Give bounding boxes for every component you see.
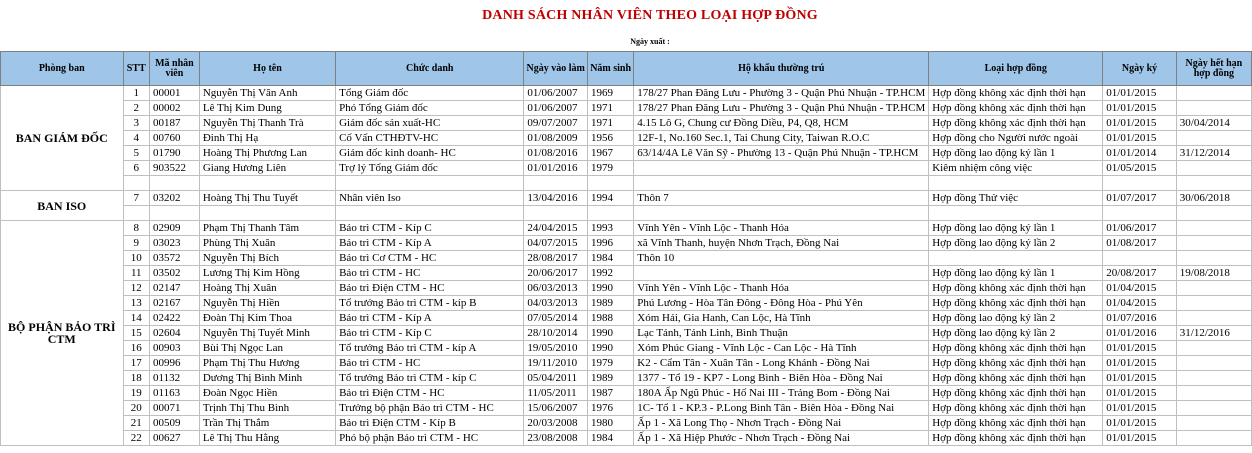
- sign-date-cell[interactable]: [1103, 251, 1176, 266]
- expiry-date-cell[interactable]: [1176, 281, 1251, 296]
- col-header-title: Chức danh: [336, 52, 524, 86]
- contract-type-cell[interactable]: Hợp đồng không xác định thời hạn: [929, 341, 1103, 356]
- contract-type-cell[interactable]: [929, 251, 1103, 266]
- sign-date-cell[interactable]: 01/01/2015: [1103, 116, 1176, 131]
- col-header-stt: STT: [123, 52, 149, 86]
- table-body: [1, 86, 1252, 446]
- name-cell[interactable]: Nguyễn Thị Tuyết Minh: [199, 326, 335, 341]
- name-cell[interactable]: Đoàn Ngọc Hiền: [199, 386, 335, 401]
- stt-cell[interactable]: 3: [123, 116, 149, 131]
- start-date-cell[interactable]: 04/03/2013: [524, 296, 588, 311]
- expiry-date-cell[interactable]: [1176, 251, 1251, 266]
- job-title-cell[interactable]: Tổ trưởng Bảo trì CTM - kíp C: [336, 371, 524, 386]
- table-row[interactable]: [1, 221, 1252, 236]
- stt-cell[interactable]: 11: [123, 266, 149, 281]
- name-cell[interactable]: Hoàng Thị Xuân: [199, 281, 335, 296]
- employee-id-cell[interactable]: 903522: [149, 161, 199, 176]
- name-cell[interactable]: Phạm Thị Thu Hương: [199, 356, 335, 371]
- name-cell[interactable]: [199, 176, 335, 191]
- job-title-cell[interactable]: Bảo trì Điện CTM - Kíp B: [336, 416, 524, 431]
- name-cell[interactable]: Lê Thị Kim Dung: [199, 101, 335, 116]
- start-date-cell[interactable]: 01/01/2016: [524, 161, 588, 176]
- table-row[interactable]: [1, 116, 1252, 131]
- col-header-dept: Phòng ban: [1, 52, 124, 86]
- contract-type-cell[interactable]: Hợp đồng lao động ký lần 1: [929, 146, 1103, 161]
- stt-cell[interactable]: [123, 206, 149, 221]
- start-date-cell[interactable]: 15/06/2007: [524, 401, 588, 416]
- job-title-cell[interactable]: Phó bộ phận Bảo trì CTM - HC: [336, 431, 524, 446]
- employee-id-cell[interactable]: 01163: [149, 386, 199, 401]
- birth-year-cell[interactable]: 1976: [588, 401, 634, 416]
- expiry-date-cell[interactable]: [1176, 161, 1251, 176]
- name-cell[interactable]: Nguyễn Thị Vân Anh: [199, 86, 335, 101]
- col-header-sign-date: Ngày ký: [1103, 52, 1176, 86]
- birth-year-cell[interactable]: 1996: [588, 236, 634, 251]
- job-title-cell[interactable]: Bảo trì CTM - HC: [336, 356, 524, 371]
- birth-year-cell[interactable]: 1989: [588, 296, 634, 311]
- sign-date-cell[interactable]: [1103, 176, 1176, 191]
- start-date-cell[interactable]: 07/05/2014: [524, 311, 588, 326]
- sign-date-cell[interactable]: 01/07/2016: [1103, 311, 1176, 326]
- contract-type-cell[interactable]: Hợp đồng không xác định thời hạn: [929, 401, 1103, 416]
- table-row[interactable]: [1, 236, 1252, 251]
- expiry-date-cell[interactable]: [1176, 371, 1251, 386]
- job-title-cell[interactable]: Tổ trưởng Bảo trì CTM - kíp B: [336, 296, 524, 311]
- address-cell[interactable]: Xóm Hải, Gia Hanh, Can Lộc, Hà Tĩnh: [634, 311, 929, 326]
- sign-date-cell[interactable]: 01/01/2015: [1103, 131, 1176, 146]
- address-cell[interactable]: Thôn 10: [634, 251, 929, 266]
- birth-year-cell[interactable]: 1994: [588, 191, 634, 206]
- table-row[interactable]: [1, 326, 1252, 341]
- sign-date-cell[interactable]: 01/01/2015: [1103, 401, 1176, 416]
- name-cell[interactable]: Phạm Thị Thanh Tâm: [199, 221, 335, 236]
- address-cell[interactable]: 180A Ấp Ngũ Phúc - Hố Nai III - Trảng Bom - Đồng Nai: [634, 386, 929, 401]
- name-cell[interactable]: Nguyễn Thị Thanh Trà: [199, 116, 335, 131]
- table-row[interactable]: [1, 386, 1252, 401]
- job-title-cell[interactable]: Bảo trì CTM - HC: [336, 266, 524, 281]
- header-row: [1, 52, 1252, 86]
- expiry-date-cell[interactable]: [1176, 101, 1251, 116]
- start-date-cell[interactable]: 24/04/2015: [524, 221, 588, 236]
- stt-cell[interactable]: 12: [123, 281, 149, 296]
- name-cell[interactable]: Dương Thị Bình Minh: [199, 371, 335, 386]
- job-title-cell[interactable]: Giám đốc sản xuất-HC: [336, 116, 524, 131]
- address-cell[interactable]: Vĩnh Yên - Vĩnh Lộc - Thanh Hóa: [634, 221, 929, 236]
- contract-type-cell[interactable]: Hợp đồng không xác định thời hạn: [929, 356, 1103, 371]
- stt-cell[interactable]: 8: [123, 221, 149, 236]
- job-title-cell[interactable]: Tổng Giám đốc: [336, 86, 524, 101]
- dept-cell[interactable]: BAN GIÁM ĐỐC: [1, 86, 124, 191]
- sign-date-cell[interactable]: 01/01/2015: [1103, 86, 1176, 101]
- birth-year-cell[interactable]: 1989: [588, 371, 634, 386]
- start-date-cell[interactable]: 01/08/2009: [524, 131, 588, 146]
- table-row[interactable]: [1, 401, 1252, 416]
- start-date-cell[interactable]: 20/03/2008: [524, 416, 588, 431]
- employee-id-cell[interactable]: 00996: [149, 356, 199, 371]
- job-title-cell[interactable]: [336, 176, 524, 191]
- employee-id-cell[interactable]: 00760: [149, 131, 199, 146]
- table-row[interactable]: [1, 251, 1252, 266]
- expiry-date-cell[interactable]: [1176, 416, 1251, 431]
- employee-id-cell[interactable]: 03023: [149, 236, 199, 251]
- name-cell[interactable]: Trịnh Thị Thu Bình: [199, 401, 335, 416]
- expiry-date-cell[interactable]: 31/12/2016: [1176, 326, 1251, 341]
- employee-id-cell[interactable]: 00002: [149, 101, 199, 116]
- employee-id-cell[interactable]: 00001: [149, 86, 199, 101]
- sign-date-cell[interactable]: 01/07/2017: [1103, 191, 1176, 206]
- table-row[interactable]: [1, 431, 1252, 446]
- address-cell[interactable]: [634, 161, 929, 176]
- contract-type-cell[interactable]: [929, 206, 1103, 221]
- sign-date-cell[interactable]: 01/01/2015: [1103, 101, 1176, 116]
- contract-type-cell[interactable]: Hợp đồng không xác định thời hạn: [929, 86, 1103, 101]
- start-date-cell[interactable]: 01/08/2016: [524, 146, 588, 161]
- birth-year-cell[interactable]: 1980: [588, 416, 634, 431]
- contract-type-cell[interactable]: Hợp đồng không xác định thời hạn: [929, 416, 1103, 431]
- birth-year-cell[interactable]: 1988: [588, 311, 634, 326]
- employee-id-cell[interactable]: [149, 176, 199, 191]
- sign-date-cell[interactable]: 01/01/2015: [1103, 431, 1176, 446]
- address-cell[interactable]: Vĩnh Yên - Vĩnh Lộc - Thanh Hóa: [634, 281, 929, 296]
- job-title-cell[interactable]: Giám đốc kinh doanh- HC: [336, 146, 524, 161]
- expiry-date-cell[interactable]: [1176, 86, 1251, 101]
- stt-cell[interactable]: 10: [123, 251, 149, 266]
- birth-year-cell[interactable]: 1969: [588, 86, 634, 101]
- start-date-cell[interactable]: 01/06/2007: [524, 86, 588, 101]
- sign-date-cell[interactable]: 01/01/2016: [1103, 326, 1176, 341]
- contract-type-cell[interactable]: Hợp đồng không xác định thời hạn: [929, 116, 1103, 131]
- stt-cell[interactable]: 4: [123, 131, 149, 146]
- expiry-date-cell[interactable]: 30/06/2018: [1176, 191, 1251, 206]
- birth-year-cell[interactable]: 1992: [588, 266, 634, 281]
- job-title-cell[interactable]: Bảo trì Điện CTM - HC: [336, 386, 524, 401]
- expiry-date-cell[interactable]: [1176, 236, 1251, 251]
- sign-date-cell[interactable]: 01/04/2015: [1103, 281, 1176, 296]
- col-header-expiry-date: Ngày hết hạn hợp đồng: [1176, 52, 1251, 86]
- stt-cell[interactable]: 16: [123, 341, 149, 356]
- start-date-cell[interactable]: 11/05/2011: [524, 386, 588, 401]
- expiry-date-cell[interactable]: [1176, 296, 1251, 311]
- contract-type-cell[interactable]: Hợp đồng không xác định thời hạn: [929, 101, 1103, 116]
- birth-year-cell[interactable]: 1987: [588, 386, 634, 401]
- table-row[interactable]: [1, 161, 1252, 176]
- sign-date-cell[interactable]: 01/01/2015: [1103, 371, 1176, 386]
- address-cell[interactable]: [634, 176, 929, 191]
- table-row[interactable]: [1, 416, 1252, 431]
- contract-type-cell[interactable]: Hợp đồng lao động ký lần 1: [929, 266, 1103, 281]
- birth-year-cell[interactable]: 1984: [588, 431, 634, 446]
- sign-date-cell[interactable]: [1103, 206, 1176, 221]
- birth-year-cell[interactable]: [588, 176, 634, 191]
- name-cell[interactable]: Trần Thị Thắm: [199, 416, 335, 431]
- address-cell[interactable]: [634, 206, 929, 221]
- employee-id-cell[interactable]: 02909: [149, 221, 199, 236]
- table-row[interactable]: [1, 206, 1252, 221]
- expiry-date-cell[interactable]: [1176, 356, 1251, 371]
- contract-type-cell[interactable]: Hợp đồng không xác định thời hạn: [929, 386, 1103, 401]
- name-cell[interactable]: Đoàn Thị Kim Thoa: [199, 311, 335, 326]
- expiry-date-cell[interactable]: 30/04/2014: [1176, 116, 1251, 131]
- sign-date-cell[interactable]: 01/04/2015: [1103, 296, 1176, 311]
- col-header-birth-year: Năm sinh: [588, 52, 634, 86]
- birth-year-cell[interactable]: 1971: [588, 101, 634, 116]
- sign-date-cell[interactable]: 01/01/2015: [1103, 416, 1176, 431]
- name-cell[interactable]: Lương Thị Kim Hồng: [199, 266, 335, 281]
- birth-year-cell[interactable]: 1956: [588, 131, 634, 146]
- dept-cell[interactable]: BỘ PHẬN BẢO TRÌ CTM: [1, 221, 124, 446]
- start-date-cell[interactable]: 05/04/2011: [524, 371, 588, 386]
- table-row[interactable]: [1, 86, 1252, 101]
- stt-cell[interactable]: 1: [123, 86, 149, 101]
- contract-type-cell[interactable]: Hợp đồng không xác định thời hạn: [929, 296, 1103, 311]
- address-cell[interactable]: Thôn 7: [634, 191, 929, 206]
- sign-date-cell[interactable]: 01/01/2015: [1103, 341, 1176, 356]
- stt-cell[interactable]: 15: [123, 326, 149, 341]
- expiry-date-cell[interactable]: 31/12/2014: [1176, 146, 1251, 161]
- start-date-cell[interactable]: 01/06/2007: [524, 101, 588, 116]
- employee-id-cell[interactable]: 01790: [149, 146, 199, 161]
- address-cell[interactable]: 4.15 Lô G, Chung cư Đồng Diều, P4, Q8, HCM: [634, 116, 929, 131]
- birth-year-cell[interactable]: 1990: [588, 341, 634, 356]
- contract-type-cell[interactable]: Hợp đồng lao động ký lần 1: [929, 221, 1103, 236]
- job-title-cell[interactable]: Bảo trì Điện CTM - HC: [336, 281, 524, 296]
- dept-cell[interactable]: BAN ISO: [1, 191, 124, 221]
- name-cell[interactable]: Bùi Thị Ngọc Lan: [199, 341, 335, 356]
- start-date-cell[interactable]: 23/08/2008: [524, 431, 588, 446]
- contract-type-cell[interactable]: Hợp đồng Thử việc: [929, 191, 1103, 206]
- address-cell[interactable]: Xóm Phúc Giang - Vĩnh Lộc - Can Lộc - Hà Tĩnh: [634, 341, 929, 356]
- employee-id-cell[interactable]: 00071: [149, 401, 199, 416]
- expiry-date-cell[interactable]: [1176, 431, 1251, 446]
- address-cell[interactable]: Ấp 1 - Xã Hiệp Phước - Nhơn Trạch - Đồng Nai: [634, 431, 929, 446]
- birth-year-cell[interactable]: 1967: [588, 146, 634, 161]
- stt-cell[interactable]: 9: [123, 236, 149, 251]
- employee-id-cell[interactable]: 00509: [149, 416, 199, 431]
- report-title: DANH SÁCH NHÂN VIÊN THEO LOẠI HỢP ĐỒNG: [482, 8, 818, 23]
- table-row[interactable]: [1, 341, 1252, 356]
- employee-id-cell[interactable]: 02422: [149, 311, 199, 326]
- address-cell[interactable]: 12F-1, No.160 Sec.1, Tai Chung City, Taiwan R.O.C: [634, 131, 929, 146]
- col-header-contract-type: Loại hợp đồng: [929, 52, 1103, 86]
- job-title-cell[interactable]: Bảo trì CTM - Kíp A: [336, 236, 524, 251]
- stt-cell[interactable]: 20: [123, 401, 149, 416]
- stt-cell[interactable]: 2: [123, 101, 149, 116]
- contract-type-cell[interactable]: Kiêm nhiệm công việc: [929, 161, 1103, 176]
- stt-cell[interactable]: [123, 176, 149, 191]
- start-date-cell[interactable]: 13/04/2016: [524, 191, 588, 206]
- employee-id-cell[interactable]: 03202: [149, 191, 199, 206]
- sign-date-cell[interactable]: 01/06/2017: [1103, 221, 1176, 236]
- address-cell[interactable]: Lạc Tánh, Tánh Linh, Bình Thuận: [634, 326, 929, 341]
- name-cell[interactable]: Đinh Thị Hạ: [199, 131, 335, 146]
- birth-year-cell[interactable]: 1979: [588, 356, 634, 371]
- stt-cell[interactable]: 14: [123, 311, 149, 326]
- contract-type-cell[interactable]: Hợp đồng lao động ký lần 2: [929, 311, 1103, 326]
- table-row[interactable]: [1, 356, 1252, 371]
- job-title-cell[interactable]: Bảo trì Cơ CTM - HC: [336, 251, 524, 266]
- address-cell[interactable]: Phú Lương - Hòa Tân Đông - Đông Hòa - Phú Yên: [634, 296, 929, 311]
- expiry-date-cell[interactable]: [1176, 131, 1251, 146]
- start-date-cell[interactable]: [524, 206, 588, 221]
- expiry-date-cell[interactable]: 19/08/2018: [1176, 266, 1251, 281]
- job-title-cell[interactable]: Bảo trì CTM - Kíp C: [336, 221, 524, 236]
- expiry-date-cell[interactable]: [1176, 386, 1251, 401]
- address-cell[interactable]: 1377 - Tổ 19 - KP7 - Long Bình - Biên Hòa - Đồng Nai: [634, 371, 929, 386]
- expiry-date-cell[interactable]: [1176, 206, 1251, 221]
- table-row[interactable]: [1, 101, 1252, 116]
- stt-cell[interactable]: 22: [123, 431, 149, 446]
- employee-id-cell[interactable]: 00903: [149, 341, 199, 356]
- birth-year-cell[interactable]: 1990: [588, 326, 634, 341]
- job-title-cell[interactable]: Bảo trì CTM - Kíp A: [336, 311, 524, 326]
- name-cell[interactable]: Giang Hương Liên: [199, 161, 335, 176]
- expiry-date-cell[interactable]: [1176, 311, 1251, 326]
- export-date-label: Ngày xuất :: [630, 37, 670, 46]
- job-title-cell[interactable]: Trưởng bộ phận Bảo trì CTM - HC: [336, 401, 524, 416]
- contract-type-cell[interactable]: Hợp đồng không xác định thời hạn: [929, 371, 1103, 386]
- stt-cell[interactable]: 19: [123, 386, 149, 401]
- name-cell[interactable]: Hoàng Thị Phương Lan: [199, 146, 335, 161]
- start-date-cell[interactable]: 19/05/2010: [524, 341, 588, 356]
- table-row[interactable]: [1, 131, 1252, 146]
- birth-year-cell[interactable]: [588, 206, 634, 221]
- employee-id-cell[interactable]: 03572: [149, 251, 199, 266]
- job-title-cell[interactable]: Tổ trưởng Bảo trì CTM - kíp A: [336, 341, 524, 356]
- sign-date-cell[interactable]: 01/01/2014: [1103, 146, 1176, 161]
- address-cell[interactable]: 1C- Tổ 1 - KP.3 - P.Long Bình Tân - Biên Hòa - Đồng Nai: [634, 401, 929, 416]
- start-date-cell[interactable]: 28/08/2017: [524, 251, 588, 266]
- table-row[interactable]: [1, 296, 1252, 311]
- name-cell[interactable]: Phùng Thị Xuân: [199, 236, 335, 251]
- expiry-date-cell[interactable]: [1176, 221, 1251, 236]
- stt-cell[interactable]: 7: [123, 191, 149, 206]
- contract-type-cell[interactable]: Hợp đồng không xác định thời hạn: [929, 431, 1103, 446]
- expiry-date-cell[interactable]: [1176, 341, 1251, 356]
- birth-year-cell[interactable]: 1984: [588, 251, 634, 266]
- employee-table-container: [0, 51, 1252, 446]
- employee-id-cell[interactable]: 00627: [149, 431, 199, 446]
- contract-type-cell[interactable]: Hợp đồng không xác định thời hạn: [929, 281, 1103, 296]
- employee-id-cell[interactable]: 02147: [149, 281, 199, 296]
- job-title-cell[interactable]: Cố Vấn CTHĐTV-HC: [336, 131, 524, 146]
- employee-id-cell[interactable]: 02167: [149, 296, 199, 311]
- name-cell[interactable]: Lê Thị Thu Hằng: [199, 431, 335, 446]
- job-title-cell[interactable]: Bảo trì CTM - Kíp C: [336, 326, 524, 341]
- start-date-cell[interactable]: 09/07/2007: [524, 116, 588, 131]
- birth-year-cell[interactable]: 1979: [588, 161, 634, 176]
- start-date-cell[interactable]: 20/06/2017: [524, 266, 588, 281]
- start-date-cell[interactable]: 28/10/2014: [524, 326, 588, 341]
- table-row[interactable]: [1, 176, 1252, 191]
- address-cell[interactable]: xã Vĩnh Thanh, huyện Nhơn Trạch, Đồng Nai: [634, 236, 929, 251]
- table-row[interactable]: [1, 146, 1252, 161]
- name-cell[interactable]: Nguyễn Thị Bích: [199, 251, 335, 266]
- stt-cell[interactable]: 6: [123, 161, 149, 176]
- employee-id-cell[interactable]: 00187: [149, 116, 199, 131]
- address-cell[interactable]: [634, 266, 929, 281]
- sign-date-cell[interactable]: 01/01/2015: [1103, 386, 1176, 401]
- col-header-address: Hộ khẩu thường trú: [634, 52, 929, 86]
- sign-date-cell[interactable]: 01/05/2015: [1103, 161, 1176, 176]
- contract-type-cell[interactable]: [929, 176, 1103, 191]
- birth-year-cell[interactable]: 1990: [588, 281, 634, 296]
- name-cell[interactable]: Hoàng Thị Thu Tuyết: [199, 191, 335, 206]
- birth-year-cell[interactable]: 1971: [588, 116, 634, 131]
- expiry-date-cell[interactable]: [1176, 401, 1251, 416]
- table-row[interactable]: [1, 266, 1252, 281]
- stt-cell[interactable]: 18: [123, 371, 149, 386]
- name-cell[interactable]: Nguyễn Thị Hiền: [199, 296, 335, 311]
- address-cell[interactable]: 63/14/4A Lê Văn Sỹ - Phường 13 - Quận Phú Nhuận - TP.HCM: [634, 146, 929, 161]
- stt-cell[interactable]: 17: [123, 356, 149, 371]
- employee-id-cell[interactable]: 01132: [149, 371, 199, 386]
- job-title-cell[interactable]: Trợ lý Tổng Giám đốc: [336, 161, 524, 176]
- table-row[interactable]: [1, 371, 1252, 386]
- birth-year-cell[interactable]: 1993: [588, 221, 634, 236]
- job-title-cell[interactable]: [336, 206, 524, 221]
- table-row[interactable]: [1, 191, 1252, 206]
- sign-date-cell[interactable]: 20/08/2017: [1103, 266, 1176, 281]
- start-date-cell[interactable]: [524, 176, 588, 191]
- job-title-cell[interactable]: Phó Tổng Giám đốc: [336, 101, 524, 116]
- start-date-cell[interactable]: 04/07/2015: [524, 236, 588, 251]
- stt-cell[interactable]: 5: [123, 146, 149, 161]
- employee-table: [0, 51, 1252, 446]
- sign-date-cell[interactable]: 01/01/2015: [1103, 356, 1176, 371]
- table-row[interactable]: [1, 311, 1252, 326]
- address-cell[interactable]: 178/27 Phan Đăng Lưu - Phường 3 - Quận Phú Nhuận - TP.HCM: [634, 101, 929, 116]
- contract-type-cell[interactable]: Hợp đồng lao động ký lần 2: [929, 326, 1103, 341]
- stt-cell[interactable]: 13: [123, 296, 149, 311]
- address-cell[interactable]: K2 - Cẩm Tân - Xuân Tân - Long Khánh - Đồng Nai: [634, 356, 929, 371]
- start-date-cell[interactable]: 06/03/2013: [524, 281, 588, 296]
- col-header-id: Mã nhân viên: [149, 52, 199, 86]
- expiry-date-cell[interactable]: [1176, 176, 1251, 191]
- col-header-start-date: Ngày vào làm: [524, 52, 588, 86]
- start-date-cell[interactable]: 19/11/2010: [524, 356, 588, 371]
- stt-cell[interactable]: 21: [123, 416, 149, 431]
- employee-id-cell[interactable]: 02604: [149, 326, 199, 341]
- job-title-cell[interactable]: Nhân viên Iso: [336, 191, 524, 206]
- name-cell[interactable]: [199, 206, 335, 221]
- contract-type-cell[interactable]: Hợp đồng cho Người nước ngoài: [929, 131, 1103, 146]
- col-header-name: Họ tên: [199, 52, 335, 86]
- contract-type-cell[interactable]: Hợp đồng lao động ký lần 2: [929, 236, 1103, 251]
- address-cell[interactable]: 178/27 Phan Đăng Lưu - Phường 3 - Quận Phú Nhuận - TP.HCM: [634, 86, 929, 101]
- sign-date-cell[interactable]: 01/08/2017: [1103, 236, 1176, 251]
- table-row[interactable]: [1, 281, 1252, 296]
- employee-id-cell[interactable]: [149, 206, 199, 221]
- address-cell[interactable]: Ấp 1 - Xã Long Thọ - Nhơn Trạch - Đồng Nai: [634, 416, 929, 431]
- employee-id-cell[interactable]: 03502: [149, 266, 199, 281]
